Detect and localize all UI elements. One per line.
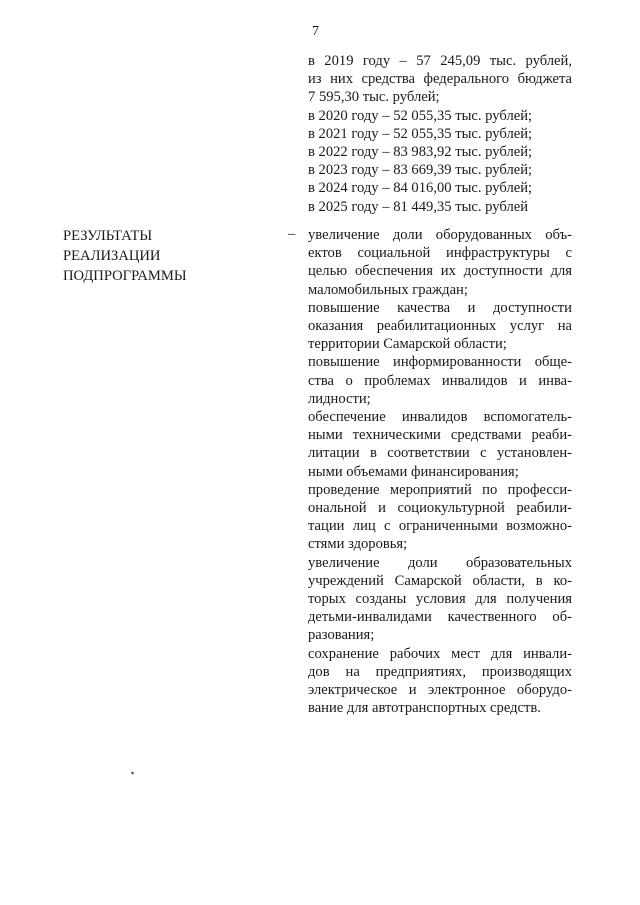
page-number: 7: [312, 24, 319, 39]
result-line: разования;: [308, 627, 375, 644]
funding-line: в 2021 году – 52 055,35 тыс. рублей;: [308, 125, 533, 142]
funding-block: [308, 52, 572, 216]
result-line: увеличение доли оборудованных объ-: [308, 227, 572, 243]
result-line: повышение информированности обще-: [308, 354, 572, 371]
result-line: ональной и социокультурной реабили-: [308, 500, 572, 517]
result-line: ными техническими средствами реаби-: [308, 427, 572, 444]
result-line: учреждений Самарской области, в ко-: [308, 572, 572, 589]
result-line: проведение мероприятий по професси-: [308, 481, 572, 498]
funding-line: в 2025 году – 81 449,35 тыс. рублей: [308, 198, 529, 215]
funding-line: из них средства федерального бюджета: [308, 71, 572, 88]
section-label-line: РЕАЛИЗАЦИИ: [63, 248, 161, 264]
result-line: тации лиц с ограниченными возможно-: [308, 518, 572, 535]
funding-line: в 2023 году – 83 669,39 тыс. рублей;: [308, 162, 533, 179]
funding-line: в 2024 году – 84 016,00 тыс. рублей;: [308, 180, 533, 197]
result-line: детьми-инвалидами качественного об-: [308, 609, 572, 626]
result-line: территории Самарской области;: [308, 336, 507, 353]
result-line: увеличение доли образовательных: [308, 554, 572, 571]
result-line: сохранение рабочих мест для инвали-: [308, 645, 572, 662]
section-dash: –: [288, 226, 296, 242]
result-line: электрическое и электронное оборудо-: [308, 682, 572, 699]
scan-speck: [131, 771, 135, 774]
results-block: [308, 226, 572, 717]
result-line: ства о проблемах инвалидов и инва-: [308, 372, 572, 389]
result-line: оказания реабилитационных услуг на: [308, 318, 572, 335]
result-line: дов на предприятиях, производящих: [308, 663, 572, 680]
funding-line: в 2022 году – 83 983,92 тыс. рублей;: [308, 144, 533, 161]
funding-line: 7 595,30 тыс. рублей;: [308, 89, 440, 106]
result-line: повышение качества и доступности: [308, 299, 572, 316]
result-line: целью обеспечения их доступности для: [308, 263, 572, 280]
section-label-line: ПОДПРОГРАММЫ: [63, 268, 187, 284]
result-line: вание для автотранспортных средств.: [308, 700, 541, 717]
result-line: ектов социальной инфраструктуры с: [308, 245, 572, 262]
result-line: маломобильных граждан;: [308, 281, 468, 298]
result-line: литации в соответствии с установлен-: [308, 445, 572, 462]
result-line: ными объемами финансирования;: [308, 463, 519, 480]
result-line: торых созданы условия для получения: [308, 591, 572, 608]
funding-line: в 2019 году – 57 245,09 тыс. рублей,: [308, 53, 572, 69]
section-label: [63, 226, 187, 286]
funding-line: в 2020 году – 52 055,35 тыс. рублей;: [308, 107, 533, 124]
result-line: стями здоровья;: [308, 536, 408, 553]
result-line: лидности;: [308, 390, 371, 407]
result-line: обеспечение инвалидов вспомогатель-: [308, 409, 572, 426]
section-label-line: РЕЗУЛЬТАТЫ: [63, 228, 153, 244]
